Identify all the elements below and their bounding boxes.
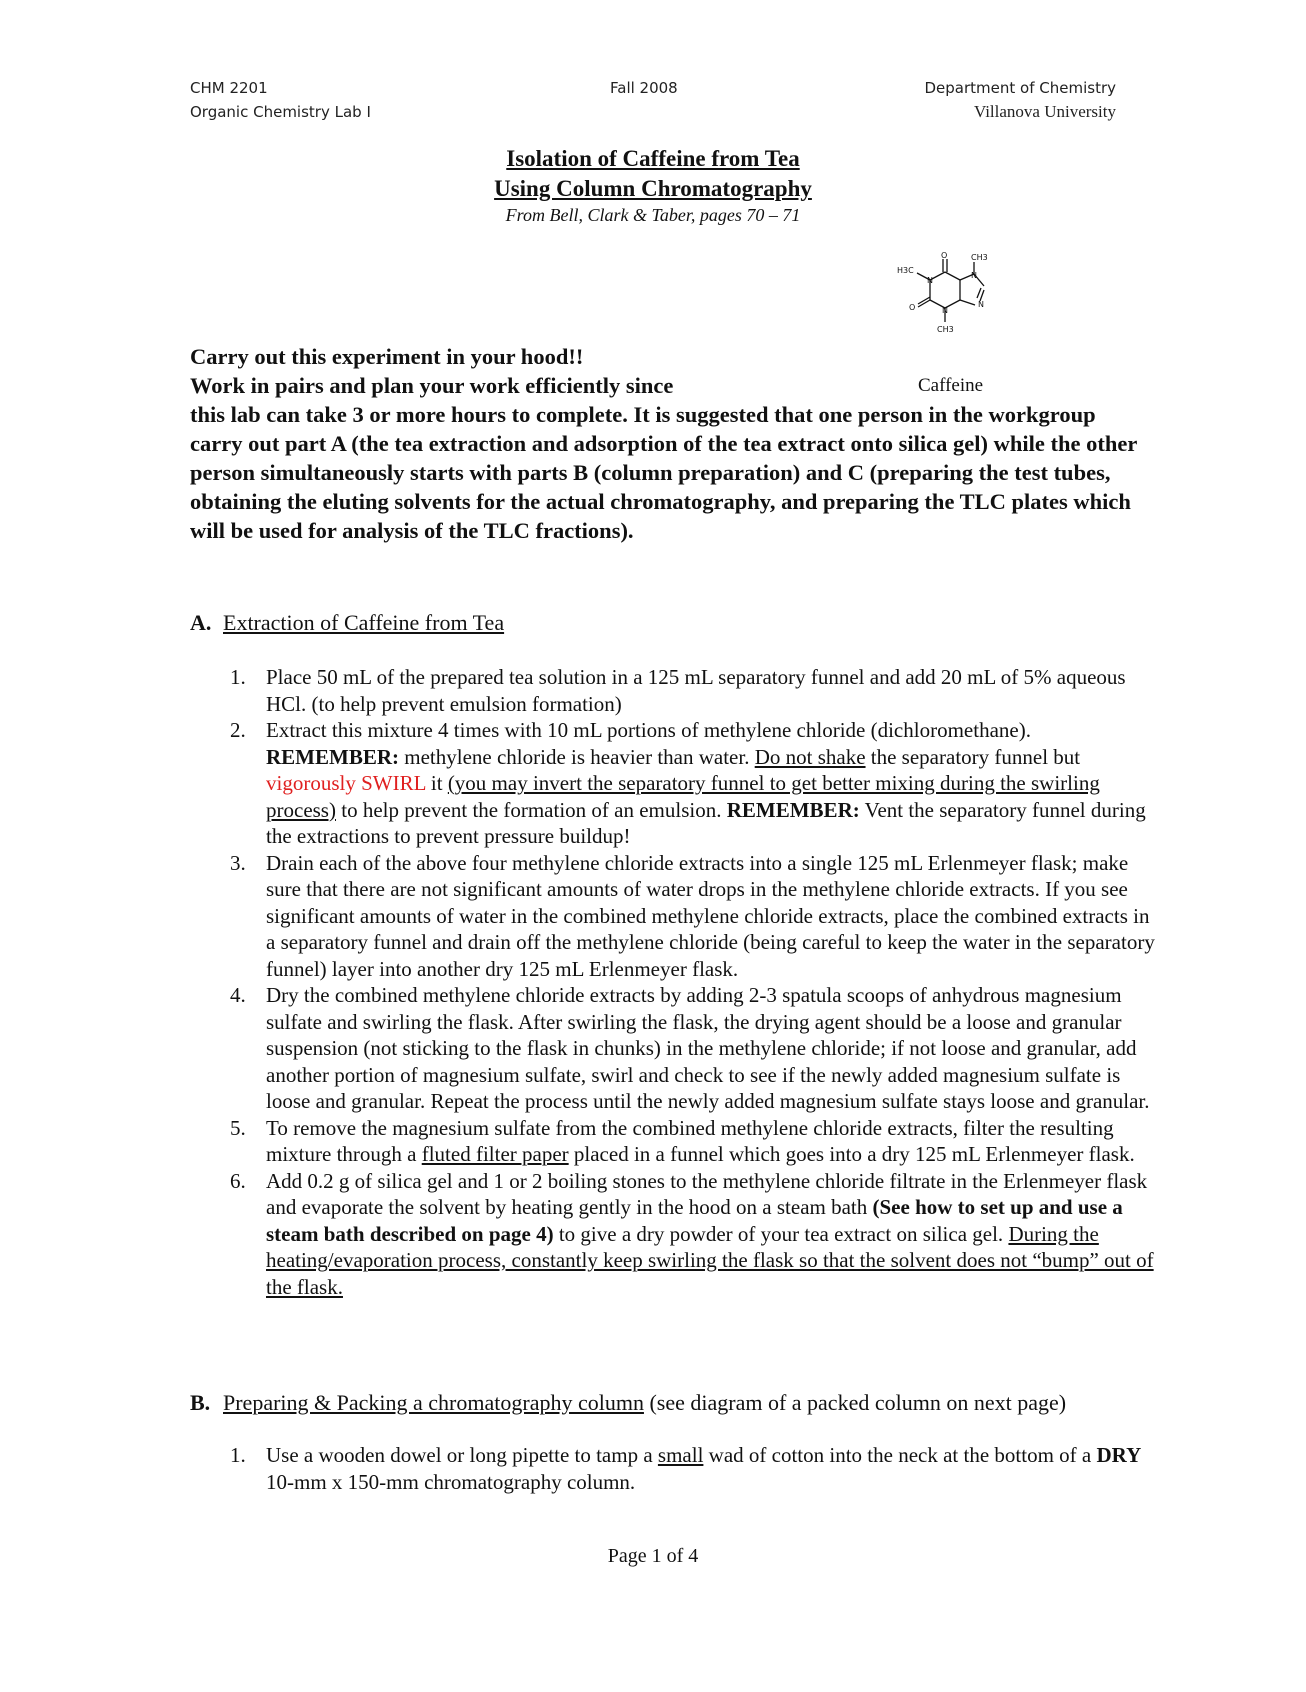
course-name: Organic Chemistry Lab I: [190, 103, 371, 121]
section-a-letter: A.: [190, 610, 212, 635]
section-b-title: Preparing & Packing a chromatography column: [223, 1390, 644, 1415]
methyl-left-label: H3C: [897, 266, 914, 275]
page-number: Page 1 of 4: [607, 1545, 699, 1567]
nitrogen-3-label: N: [942, 306, 948, 315]
emphasis-red: vigorously SWIRL: [266, 771, 426, 795]
list-item: 6. Add 0.2 g of silica gel and 1 or 2 boiling stones to the methylene chloride filtrate in the Erlenmeyer flask and evaporate the solvent by heating gently in the hood on a steam bath (See how to set up and use a steam bath described on page 4) to give a dry powder of your tea extract on silica gel. During the heating/evaporation process, constantly keep swirling the flask so that the solvent does not “bump” out of the flask.: [230, 1168, 1154, 1299]
intro-rest: this lab can take 3 or more hours to complete. It is suggested that one person in the workgroup carry out part A (the tea extraction and adsorption of the tea extract onto silica gel) while the other person simultaneously starts with parts B (column preparation) and C (preparing the test tubes, obtaining the eluting solvents for the actual chromatography, and preparing the TLC plates which will be used for analysis of the TLC fractions).: [190, 402, 1137, 543]
list-item: 1. Place 50 mL of the prepared tea solution in a 125 mL separatory funnel and add 20 mL of 5% aqueous HCl. (to help prevent emulsion formation): [230, 665, 1126, 716]
oxygen-top-label: O: [941, 251, 948, 260]
source-citation: From Bell, Clark & Taber, pages 70 – 71: [505, 205, 801, 225]
section-b-steps: [0, 1442, 1156, 1495]
methyl-top-label: CH3: [971, 253, 988, 262]
section-b-letter: B.: [190, 1390, 211, 1415]
document-title: Isolation of Caffeine from Tea: [506, 146, 800, 171]
methyl-bottom-label: CH3: [937, 325, 954, 334]
section-b-note: (see diagram of a packed column on next page): [649, 1390, 1067, 1415]
oxygen-left-label: O: [909, 303, 916, 312]
list-item: 1. Use a wooden dowel or long pipette to tamp a small wad of cotton into the neck at the bottom of a DRY 10-mm x 150-mm chromatography column.: [230, 1443, 1142, 1494]
section-b-heading: [190, 1390, 1066, 1416]
course-code: CHM 2201: [190, 79, 268, 97]
figure-caption: Caffeine: [918, 375, 984, 396]
list-item: 3. Drain each of the above four methylene chloride extracts into a single 125 mL Erlenmeyer flask; make sure that there are not significant amounts of water drops in the methylene chloride extracts. If you see significant amounts of water in the combined methylene chloride extracts, place the combined extracts in a separatory funnel and drain off the methylene chloride (being careful to keep the water in the separatory funnel) layer into another dry 125 mL Erlenmeyer flask.: [230, 850, 1155, 981]
header-right: [925, 76, 1117, 124]
intro-line-1: Carry out this experiment in your hood!!: [190, 344, 584, 369]
section-a-steps: [0, 664, 1156, 1300]
section-a-title: Extraction of Caffeine from Tea: [223, 610, 505, 635]
list-item: 5. To remove the magnesium sulfate from the combined methylene chloride extracts, filter the resulting mixture through a fluted filter paper placed in a funnel which goes into a dry 125 mL Erlenmeyer flask.: [230, 1115, 1135, 1166]
list-item: 2. Extract this mixture 4 times with 10 mL portions of methylene chloride (dichloromethane). REMEMBER: methylene chloride is heavier than water. Do not shake the separatory funnel but vigorously SWIRL it (you may invert the separatory funnel to get better mixing during the swirling process) to help prevent the formation of an emulsion. REMEMBER: Vent the separatory funnel during the extractions to prevent pressure buildup!: [230, 718, 1146, 848]
section-a-heading: [190, 610, 504, 636]
intro-line-2: Work in pairs and plan your work efficiently since: [190, 373, 674, 398]
term: Fall 2008: [610, 79, 678, 97]
nitrogen-1-label: N: [927, 276, 933, 285]
list-item: 4. Dry the combined methylene chloride extracts by adding 2-3 spatula scoops of anhydrous magnesium sulfate and swirling the flask. After swirling the flask, the drying agent should be a loose and granular suspension (not sticking to the flask in chunks) in the methylene chloride; if not loose and granular, add another portion of magnesium sulfate, swirl and check to see if the newly added magnesium sulfate is loose and granular. Repeat the process until the newly added magnesium sulfate stays loose and granular.: [230, 983, 1150, 1113]
university: Villanova University: [973, 102, 1116, 121]
nitrogen-7-label: N: [971, 271, 977, 280]
nitrogen-9-label: N: [978, 300, 984, 309]
intro-instructions: [190, 342, 1170, 545]
document-subtitle: Using Column Chromatography: [494, 176, 812, 201]
department: Department of Chemistry: [924, 79, 1116, 97]
header-left: [190, 76, 371, 124]
title-block: [0, 144, 1306, 226]
